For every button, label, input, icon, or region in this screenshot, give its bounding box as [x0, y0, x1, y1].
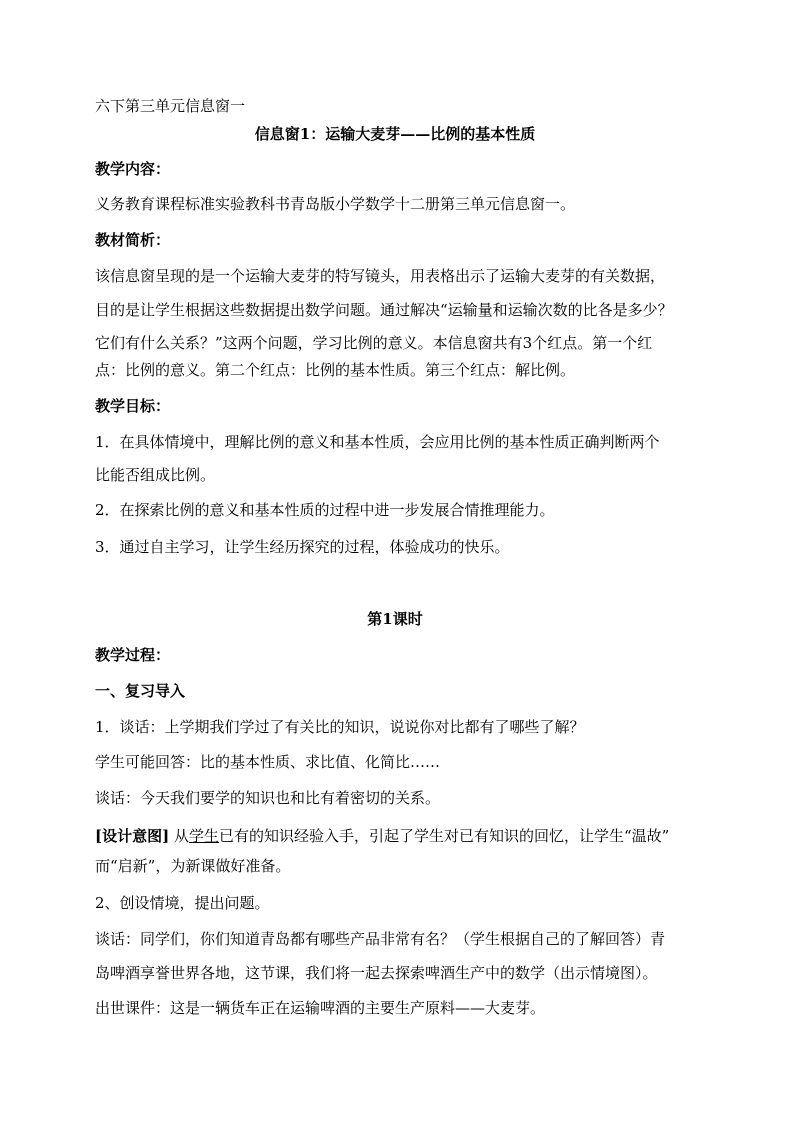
goal-line: 1．在具体情境中，理解比例的意义和基本性质，会应用比例的基本性质正确判断两个: [95, 433, 660, 451]
design-intent-post: 已有的知识经验入手，引起了学生对已有知识的回忆，让学生“温故”: [219, 827, 670, 845]
step2-line: 岛啤酒享誉世界各地，这节课，我们将一起去探索啤酒生产中的数学（出示情境图）。: [95, 964, 658, 982]
process-line: 学生可能回答：比的基本性质、求比值、化简比……: [95, 753, 441, 771]
lesson-heading: 第1课时: [367, 610, 423, 628]
design-intent-underlined: 学生: [188, 827, 219, 845]
goal-line: 比能否组成比例。: [95, 466, 216, 484]
document-title: 信息窗1：运输大麦芽——比例的基本性质: [254, 125, 536, 143]
design-intent-line2: 而“启新”，为新课做好准备。: [95, 857, 291, 875]
process-heading: 教学过程：: [95, 646, 171, 664]
step2-line: 谈话：同学们，你们知道青岛都有哪些产品非常有名？（学生根据自己的了解回答）青: [95, 930, 666, 948]
analysis-line: 点：比例的意义。第二个红点：比例的基本性质。第三个红点：解比例。: [95, 361, 576, 379]
top-label: 六下第三单元信息窗一: [95, 97, 246, 115]
step2-line: 2、创设情境，提出问题。: [95, 894, 270, 912]
process-line: 1．谈话：上学期我们学过了有关比的知识，说说你对比都有了哪些了解？: [95, 718, 585, 736]
part1-heading: 一、复习导入: [95, 682, 186, 700]
goal-line: 3．通过自主学习，让学生经历探究的过程，体验成功的快乐。: [95, 538, 510, 556]
analysis-heading: 教材简析：: [95, 231, 171, 249]
design-intent-line: [95, 826, 705, 846]
design-intent-pre: 从: [169, 827, 189, 845]
content-text: 义务教育课程标准实验教科书青岛版小学数学十二册第三单元信息窗一。: [95, 195, 576, 213]
design-intent-label: [设计意图]: [95, 827, 170, 845]
step2-line: 出世课件：这是一辆货车正在运输啤酒的主要生产原料——大麦芽。: [95, 999, 546, 1017]
analysis-line: 该信息窗呈现的是一个运输大麦芽的特写镜头，用表格出示了运输大麦芽的有关数据，: [95, 267, 666, 285]
process-line: 谈话：今天我们要学的知识也和比有着密切的关系。: [95, 789, 441, 807]
goals-heading: 教学目标：: [95, 397, 171, 415]
analysis-line: 目的是让学生根据这些数据提出数学问题。通过解决“运输量和运输次数的比各是多少？: [95, 301, 673, 319]
analysis-line: 它们有什么关系？”这两个问题，学习比例的意义。本信息窗共有3个红点。第一个红: [95, 334, 653, 352]
goal-line: 2．在探索比例的意义和基本性质的过程中进一步发展合情推理能力。: [95, 501, 555, 519]
content-heading: 教学内容：: [95, 160, 171, 178]
